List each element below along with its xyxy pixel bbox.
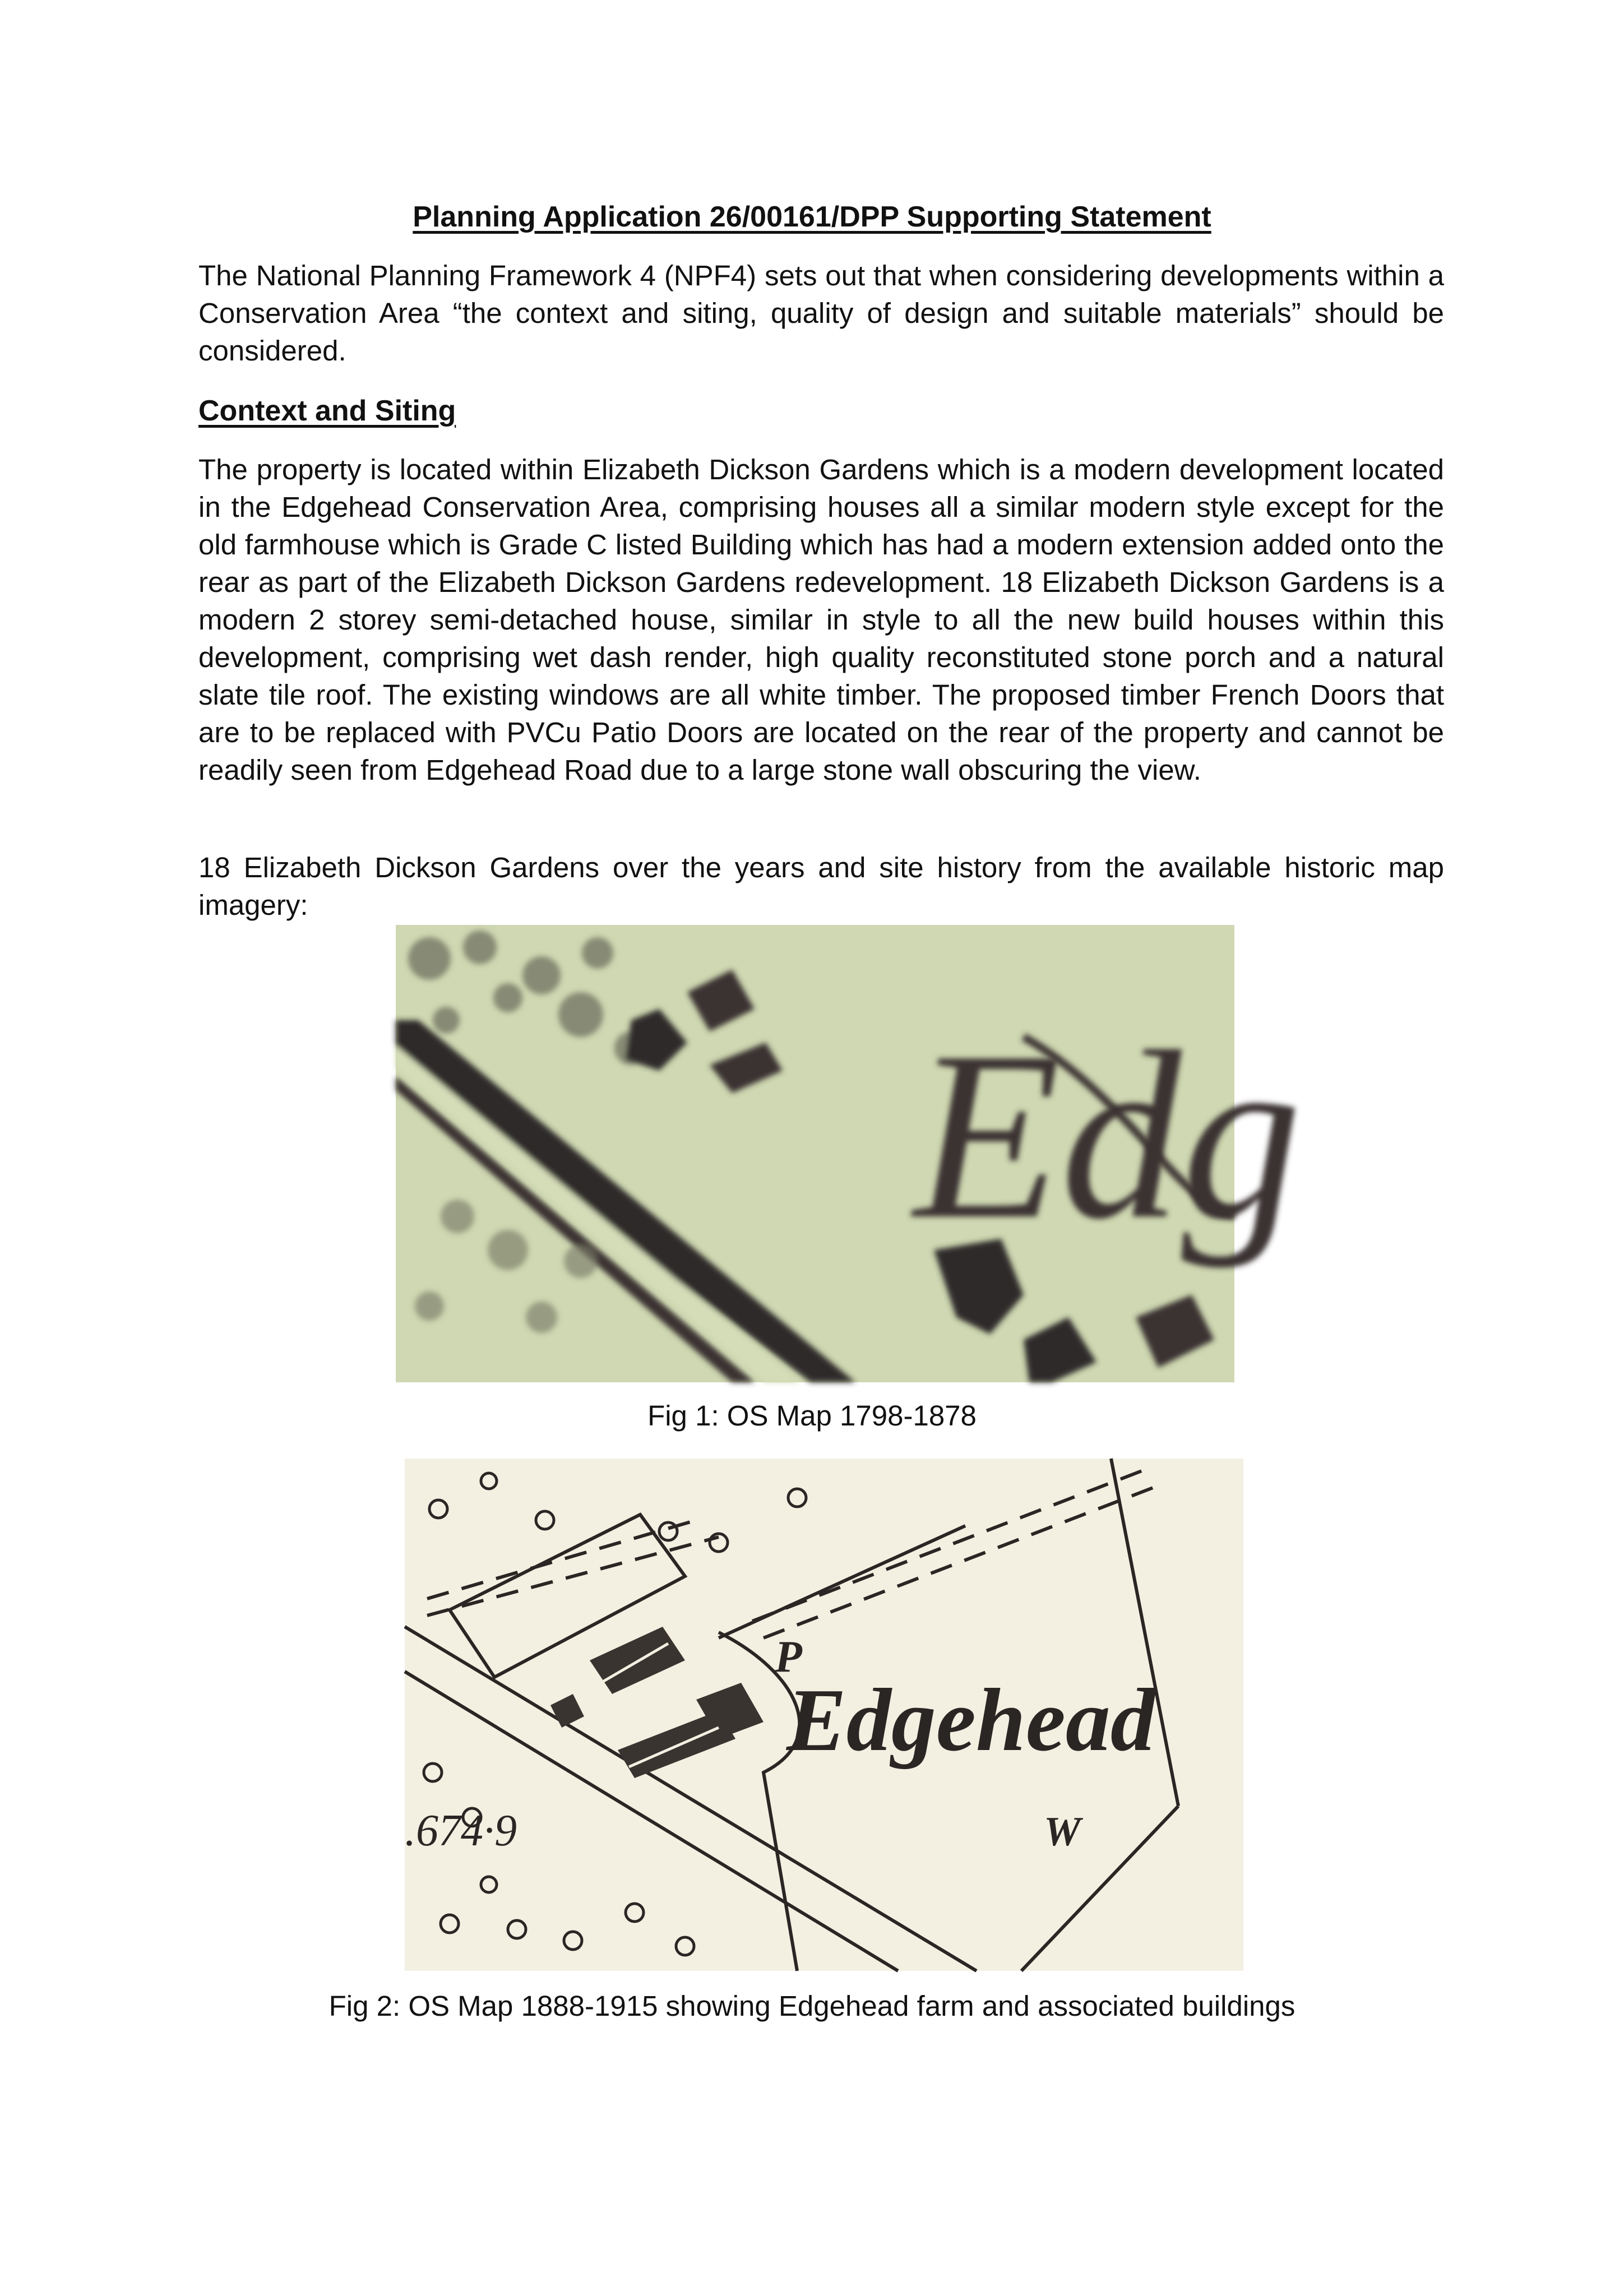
- map-2-letter-p: P: [775, 1632, 802, 1682]
- map-2-image: [405, 1459, 1243, 1971]
- intro-paragraph: The National Planning Framework 4 (NPF4) sets out that when considering developments within a Conservation Area “the context and siting, quality of design and suitable materials” should be considered.: [198, 260, 1444, 367]
- figure-2-caption: Fig 2: OS Map 1888-1915 showing Edgehead farm and associated buildings: [328, 1990, 1296, 2022]
- figure-1-os-map-1798-1878: [396, 925, 1302, 1382]
- document-title: Planning Application 26/00161/DPP Supporting Statement: [413, 201, 1211, 233]
- map-1-place-label: Edg: [913, 1002, 1302, 1269]
- context-paragraph: The property is located within Elizabeth Dickson Gardens which is a modern development located in the Edgehead Conservation Area, comprising houses all a similar modern style except for the old farmhouse which is Grade C listed Building which has had a modern extension added onto the rear as part of the Elizabeth Dickson Gardens redevelopment. 18 Elizabeth Dickson Gardens is a modern 2 storey semi-detached house, similar in style to all the new build houses within this development, comprising wet dash render, high quality reconstituted stone porch and a natural slate tile roof. The existing windows are all white timber. The proposed timber French Doors that are to be replaced with PVCu Patio Doors are located on the rear of the property and cannot be readily seen from Edgehead Road due to a large stone wall obscuring the view.: [198, 453, 1444, 786]
- figure-1-caption: Fig 1: OS Map 1798-1878: [647, 1400, 977, 1432]
- figure-2-os-map-1888-1915: [405, 1459, 1243, 1971]
- map-2-place-label: Edgehead: [786, 1670, 1155, 1770]
- map-2-letter-w: W: [1044, 1809, 1081, 1855]
- map-2-elevation-label: .674·9: [405, 1806, 517, 1855]
- history-intro-paragraph: 18 Elizabeth Dickson Gardens over the years and site history from the available historic map imagery:: [198, 851, 1444, 921]
- map-1-image: [396, 925, 1302, 1382]
- section-heading-context-and-siting: Context and Siting: [198, 395, 456, 427]
